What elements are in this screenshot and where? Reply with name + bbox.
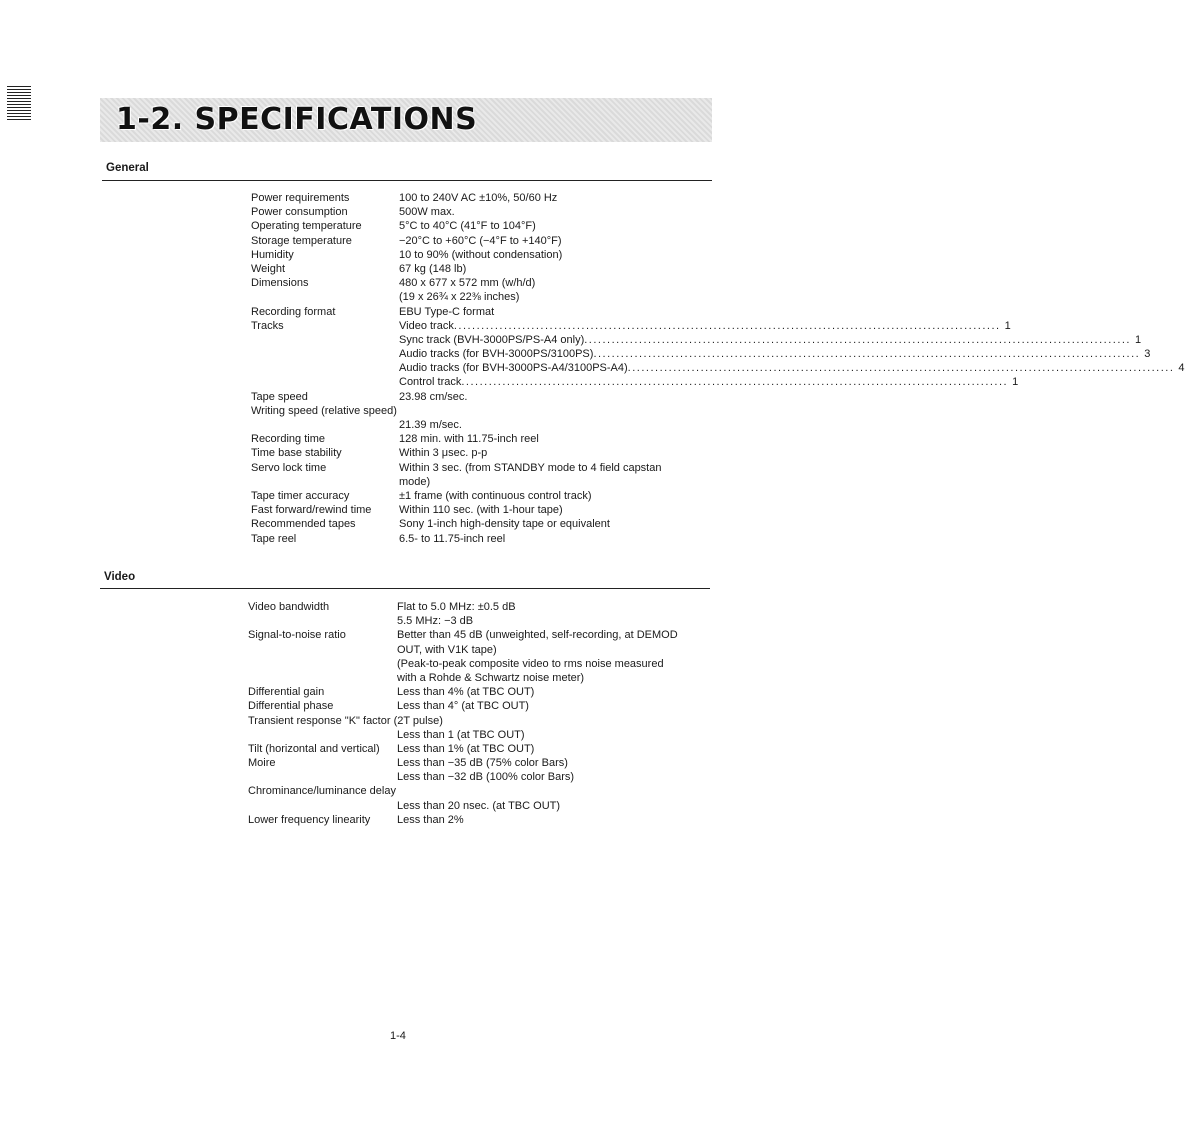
spec-value: Within 3 sec. (from STANDBY mode to 4 field capstan [399,461,662,474]
spec-value: 10 to 90% (without condensation) [399,248,563,261]
spec-value: Video track [399,319,454,332]
spec-value: Less than 1 (at TBC OUT) [397,728,525,741]
spec-row [248,728,708,742]
section-heading-general: General [106,162,149,174]
track-count: 3 [1144,348,1151,361]
spec-value: Control track [399,376,462,389]
spec-label: Power requirements [251,192,350,204]
spec-label: Recording time [251,433,325,446]
spec-label: Chrominance/luminance delay [248,785,396,798]
spec-value: 5°C to 40°C (41°F to 104°F) [399,220,536,233]
dot-leader: ........................................................................................................................ [453,319,1001,332]
spec-row [248,784,708,798]
spec-row [248,614,708,628]
spec-label: Differential phase [248,700,334,713]
spec-label: Differential gain [248,686,325,699]
spec-value: OUT, with V1K tape) [397,643,497,656]
spec-label: Lower frequency linearity [248,813,371,826]
spec-label: Writing speed (relative speed) [251,404,397,417]
spec-value: ±1 frame (with continuous control track) [399,489,592,502]
spec-row [251,234,711,248]
spec-row [251,432,711,446]
spec-label: Time base stability [251,447,342,460]
spec-value: 6.5- to 11.75-inch reel [399,532,506,545]
section-rule-video [100,588,710,589]
spec-value: Less than 20 nsec. (at TBC OUT) [397,799,561,812]
spec-row [248,799,708,813]
spec-row [251,219,711,233]
track-count: 4 [1178,362,1185,375]
spec-label: Tracks [251,319,284,332]
dot-leader: ........................................................................................................................ [627,362,1175,375]
spec-leader-row [399,319,1011,333]
spec-label: Tape reel [251,532,297,545]
section-rule-general [102,180,712,181]
spec-row [251,333,1142,347]
spec-row [251,517,711,531]
spec-row [251,347,1151,361]
title-banner [100,98,712,142]
spec-row [248,685,708,699]
spec-leader-row [399,347,1151,361]
spec-value: Less than 2% [397,813,464,826]
spec-row [251,461,711,475]
spec-label: Recording format [251,305,336,318]
spec-row [251,290,711,304]
spec-value: Sony 1-inch high-density tape or equivalent [399,518,610,531]
spec-label: Transient response "K" factor (2T pulse) [248,714,443,727]
spec-label: Fast forward/rewind time [251,504,372,517]
spec-value: Within 3 μsec. p-p [399,447,488,460]
spec-row [248,671,708,685]
spec-value: 500W max. [399,206,455,219]
spec-value: Sync track (BVH-3000PS/PS-A4 only) [399,333,585,346]
spec-label: Humidity [251,248,294,261]
spec-row [248,770,708,784]
spec-value: Better than 45 dB (unweighted, self-recording, at DEMOD [397,629,678,642]
spec-value: Less than 4% (at TBC OUT) [397,686,535,699]
spec-value: 67 kg (148 lb) [399,262,467,275]
spec-leader-row [399,333,1142,347]
spec-value: (19 x 26¾ x 22⅜ inches) [399,291,520,304]
spec-value: (Peak-to-peak composite video to rms noise measured [397,657,664,670]
spec-label: Recommended tapes [251,518,356,531]
spec-label: Video bandwidth [248,601,330,613]
spec-value: Flat to 5.0 MHz: ±0.5 dB [397,601,516,613]
spec-row [251,319,1011,333]
spec-value: Within 110 sec. (with 1-hour tape) [399,504,563,517]
spec-value: 21.39 m/sec. [399,419,462,431]
spec-row [251,532,711,546]
spec-label: Tape timer accuracy [251,489,350,502]
spec-row [251,404,711,418]
spec-value: Audio tracks (for BVH-3000PS-A4/3100PS-A4) [399,362,628,375]
dot-leader: ........................................................................................................................ [461,376,1009,389]
spec-row [248,813,708,827]
margin-barcode-mark [7,86,31,120]
spec-value: 100 to 240V AC ±10%, 50/60 Hz [399,192,558,204]
spec-row [251,390,711,404]
spec-label: Tape speed [251,390,308,403]
general-spec-list [251,191,1185,546]
spec-value: EBU Type-C format [399,305,495,318]
spec-value: 23.98 cm/sec. [399,390,468,403]
spec-row [251,489,711,503]
spec-row [248,628,708,642]
spec-row [248,600,708,614]
spec-row [251,503,711,517]
track-count: 1 [1135,333,1142,346]
spec-leader-row [399,375,1019,389]
spec-value: 480 x 677 x 572 mm (w/h/d) [399,277,536,290]
spec-row [251,248,711,262]
spec-value: 5.5 MHz: −3 dB [397,615,474,628]
section-heading-video: Video [104,571,136,583]
track-count: 1 [1004,319,1011,332]
spec-value: Audio tracks (for BVH-3000PS/3100PS) [399,348,594,361]
spec-row [251,375,1019,389]
spec-row [251,205,711,219]
spec-row [248,756,708,770]
spec-row [251,446,711,460]
spec-row [251,475,711,489]
spec-label: Moire [248,757,276,770]
spec-value: −20°C to +60°C (−4°F to +140°F) [399,234,562,247]
spec-label: Signal-to-noise ratio [248,629,346,642]
spec-row [248,657,708,671]
spec-row [248,643,708,657]
spec-value: Less than 4° (at TBC OUT) [397,700,529,713]
spec-row [248,742,708,756]
spec-row [251,276,711,290]
spec-label: Tilt (horizontal and vertical) [248,742,380,755]
spec-value: with a Rohde & Schwartz noise meter) [397,671,585,684]
spec-value: mode) [399,475,431,488]
track-count: 1 [1012,376,1019,389]
spec-label: Operating temperature [251,220,362,233]
spec-value: Less than −35 dB (75% color Bars) [397,757,568,770]
spec-leader-row [399,361,1185,375]
spec-row [251,262,711,276]
spec-row [251,418,711,432]
spec-label: Storage temperature [251,234,352,247]
spec-value: Less than −32 dB (100% color Bars) [397,771,575,784]
spec-label: Dimensions [251,277,309,290]
spec-row [251,305,711,319]
video-spec-list [248,600,708,827]
spec-value: Less than 1% (at TBC OUT) [397,742,535,755]
dot-leader: ........................................................................................................................ [584,333,1131,346]
page-title: 1-2. SPECIFICATIONS [116,102,478,137]
dot-leader: ........................................................................................................................ [593,348,1141,361]
spec-row [251,191,711,205]
spec-value: 128 min. with 11.75-inch reel [399,433,539,446]
spec-row [251,361,1185,375]
page-number: 1-4 [390,1030,406,1042]
spec-label: Weight [251,262,286,275]
spec-row [248,714,708,728]
spec-row [248,699,708,713]
spec-label: Power consumption [251,206,348,219]
spec-label: Servo lock time [251,461,327,474]
